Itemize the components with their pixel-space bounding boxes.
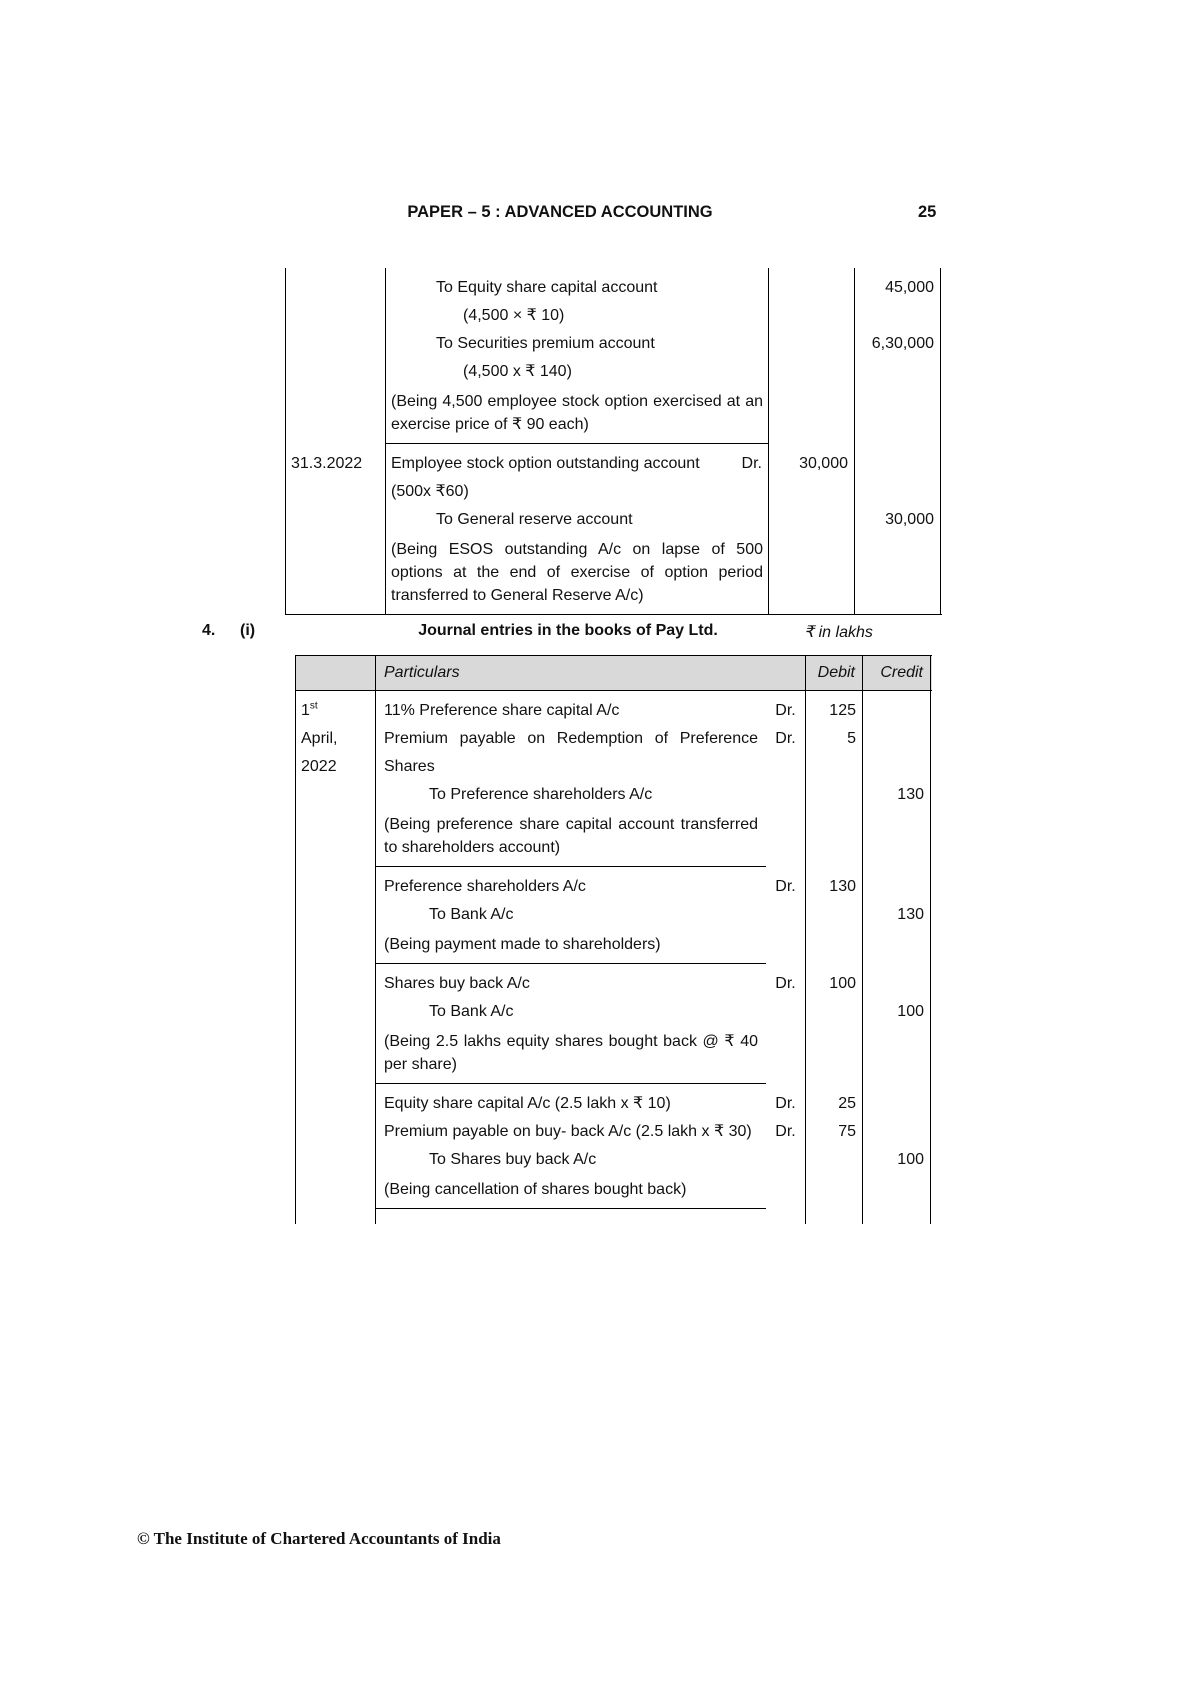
narration-row xyxy=(296,1174,932,1209)
journal-row xyxy=(296,964,932,998)
credit-amount: 100 xyxy=(863,998,931,1026)
debit-cell xyxy=(769,478,855,506)
narration-text: (Being 4,500 employee stock option exercised at an exercise price of ₹ 90 each) xyxy=(386,386,769,444)
credit-amount: 130 xyxy=(863,781,931,809)
credit-amount: 130 xyxy=(863,901,931,929)
debit-cell xyxy=(806,1026,863,1084)
calculation-line: (500x ₹60) xyxy=(391,483,469,500)
particulars-cell xyxy=(376,691,766,725)
dr-cell xyxy=(766,809,806,867)
credit-cell xyxy=(855,386,941,444)
debit-cell xyxy=(806,1174,863,1209)
debit-amount: 25 xyxy=(806,1084,863,1118)
debit-cell xyxy=(806,1209,863,1224)
particulars-cell xyxy=(376,725,766,781)
calculation-line: (4,500 × ₹ 10) xyxy=(463,307,565,324)
narration-row xyxy=(286,386,942,444)
narration-text: (Being cancellation of shares bought back) xyxy=(376,1174,766,1209)
credit-cell xyxy=(863,809,931,867)
debit-cell xyxy=(806,1146,863,1174)
date-cell xyxy=(286,478,386,506)
particulars-cell xyxy=(376,1146,766,1174)
credit-cell xyxy=(863,867,931,901)
account-line: To General reserve account xyxy=(436,511,633,528)
credit-cell xyxy=(863,1118,931,1146)
debit-cell xyxy=(806,809,863,867)
particulars-cell xyxy=(376,781,766,809)
credit-cell xyxy=(863,1026,931,1084)
date-cell xyxy=(296,781,376,809)
account-line: To Bank A/c xyxy=(429,1003,514,1020)
credit-cell xyxy=(863,1084,931,1118)
date-cell xyxy=(286,302,386,330)
journal-row xyxy=(286,506,942,534)
dr-label: Dr. xyxy=(766,1118,806,1146)
date-cell: 31.3.2022 xyxy=(286,444,386,478)
dr-cell xyxy=(766,1026,806,1084)
account-line: Premium payable on Redemption of Preference Shares xyxy=(384,730,758,775)
journal-row xyxy=(286,268,942,302)
date-cell xyxy=(296,691,376,725)
journal-row xyxy=(296,901,932,929)
particulars-cell xyxy=(386,302,769,330)
debit-amount: 100 xyxy=(806,964,863,998)
debit-cell xyxy=(806,901,863,929)
credit-cell xyxy=(863,725,931,781)
journal-row xyxy=(296,1118,932,1146)
narration-row xyxy=(296,929,932,964)
account-line: To Bank A/c xyxy=(429,906,514,923)
journal-row xyxy=(286,444,942,478)
particulars-header: Particulars xyxy=(376,656,806,690)
credit-amount: 45,000 xyxy=(855,268,941,302)
particulars-cell xyxy=(376,998,766,1026)
account-line: To Shares buy back A/c xyxy=(429,1151,597,1168)
debit-cell xyxy=(806,929,863,964)
particulars-cell xyxy=(376,901,766,929)
particulars-cell xyxy=(376,1084,766,1118)
credit-header: Credit xyxy=(863,656,931,690)
credit-cell xyxy=(855,444,941,478)
account-line: Shares buy back A/c xyxy=(384,975,530,992)
dr-label: Dr. xyxy=(741,455,762,472)
journal-row xyxy=(286,302,942,330)
date-cell xyxy=(296,964,376,998)
date-cell xyxy=(286,330,386,358)
question-part-marker: (i) xyxy=(240,622,256,639)
particulars-cell xyxy=(386,330,769,358)
dr-cell xyxy=(766,1209,806,1224)
dr-label: Dr. xyxy=(766,867,806,901)
debit-cell xyxy=(769,386,855,444)
journal-row xyxy=(296,1146,932,1174)
dr-label: Dr. xyxy=(766,964,806,998)
journal-row xyxy=(296,998,932,1026)
page-number: 25 xyxy=(918,203,937,221)
credit-amount: 100 xyxy=(863,1146,931,1174)
narration-text: (Being payment made to shareholders) xyxy=(376,929,766,964)
dr-cell xyxy=(766,901,806,929)
debit-cell xyxy=(769,302,855,330)
credit-cell xyxy=(863,691,931,725)
account-line: Employee stock option outstanding account xyxy=(391,455,700,472)
date-cell xyxy=(296,1026,376,1084)
date-day: 1 xyxy=(301,702,310,719)
section-heading xyxy=(0,622,1191,648)
date-cell xyxy=(286,534,386,614)
particulars-cell xyxy=(376,1209,766,1224)
date-cell xyxy=(296,1174,376,1209)
date-cell xyxy=(296,725,376,781)
debit-cell xyxy=(769,534,855,614)
question-number: 4. xyxy=(202,622,216,639)
date-cell xyxy=(286,268,386,302)
credit-cell xyxy=(855,534,941,614)
narration-row xyxy=(296,1026,932,1084)
narration-row xyxy=(296,809,932,867)
journal-row xyxy=(296,691,932,725)
table-continuation-stub xyxy=(296,1209,932,1224)
account-line: 11% Preference share capital A/c xyxy=(384,702,620,719)
table-title: Journal entries in the books of Pay Ltd. xyxy=(418,622,718,639)
particulars-cell xyxy=(386,268,769,302)
date-cell xyxy=(296,867,376,901)
debit-amount: 30,000 xyxy=(769,444,855,478)
particulars-cell xyxy=(386,444,769,478)
date-cell xyxy=(296,1209,376,1224)
credit-cell xyxy=(863,1174,931,1209)
debit-cell xyxy=(769,330,855,358)
date-cell xyxy=(296,929,376,964)
table-header-row xyxy=(296,655,932,691)
calculation-line: (4,500 x ₹ 140) xyxy=(463,363,572,380)
particulars-cell xyxy=(376,1118,766,1146)
narration-text: (Being 2.5 lakhs equity shares bought back @ ₹ 40 per share) xyxy=(376,1026,766,1084)
account-line: Equity share capital A/c (2.5 lakh x ₹ 10) xyxy=(384,1095,671,1112)
credit-cell xyxy=(863,929,931,964)
dr-label: Dr. xyxy=(766,1084,806,1118)
particulars-cell xyxy=(376,964,766,998)
account-line: To Equity share capital account xyxy=(436,279,658,296)
journal-row xyxy=(296,1084,932,1118)
date-cell xyxy=(286,506,386,534)
credit-cell xyxy=(855,302,941,330)
date-cell xyxy=(286,358,386,386)
debit-cell xyxy=(806,781,863,809)
page-title: PAPER – 5 : ADVANCED ACCOUNTING xyxy=(407,203,713,221)
dr-label: Dr. xyxy=(766,691,806,725)
debit-cell xyxy=(769,506,855,534)
debit-cell xyxy=(769,358,855,386)
account-line: Premium payable on buy- back A/c (2.5 lakh x ₹ 30) xyxy=(384,1123,752,1140)
date-month: April, xyxy=(301,730,338,747)
date-cell xyxy=(296,998,376,1026)
account-line: To Preference shareholders A/c xyxy=(429,786,653,803)
date-cell xyxy=(286,386,386,444)
journal-row xyxy=(296,781,932,809)
dr-cell xyxy=(766,1174,806,1209)
debit-cell xyxy=(769,268,855,302)
dr-cell xyxy=(766,929,806,964)
narration-text: (Being ESOS outstanding A/c on lapse of 500 options at the end of exercise of option period transferred to General Reserve A/c) xyxy=(386,534,769,614)
debit-amount: 125 xyxy=(806,691,863,725)
debit-amount: 130 xyxy=(806,867,863,901)
credit-amount: 6,30,000 xyxy=(855,330,941,358)
journal-row xyxy=(296,867,932,901)
debit-amount: 75 xyxy=(806,1118,863,1146)
credit-amount: 30,000 xyxy=(855,506,941,534)
credit-cell xyxy=(855,478,941,506)
journal-row xyxy=(286,330,942,358)
narration-row xyxy=(286,534,942,614)
journal-row xyxy=(286,358,942,386)
currency-unit-label: ₹ in lakhs xyxy=(804,624,873,641)
debit-amount: 5 xyxy=(806,725,863,781)
particulars-cell xyxy=(386,358,769,386)
date-cell xyxy=(296,809,376,867)
journal-table-pay-ltd xyxy=(295,655,932,1224)
credit-cell xyxy=(863,1209,931,1224)
dr-cell xyxy=(766,998,806,1026)
credit-cell xyxy=(855,358,941,386)
date-cell xyxy=(296,1146,376,1174)
date-year: 2022 xyxy=(301,758,337,775)
account-line: Preference shareholders A/c xyxy=(384,878,586,895)
particulars-cell xyxy=(386,506,769,534)
date-cell xyxy=(296,901,376,929)
date-header-cell xyxy=(296,656,376,690)
narration-text: (Being preference share capital account transferred to shareholders account) xyxy=(376,809,766,867)
date-cell xyxy=(296,1084,376,1118)
date-cell xyxy=(296,1118,376,1146)
journal-row xyxy=(286,478,942,506)
date-ordinal: st xyxy=(309,700,318,712)
dr-cell xyxy=(766,781,806,809)
account-line: To Securities premium account xyxy=(436,335,655,352)
journal-row xyxy=(296,725,932,781)
dr-cell xyxy=(766,1146,806,1174)
journal-table-continuation xyxy=(285,268,942,615)
debit-cell xyxy=(806,998,863,1026)
particulars-cell xyxy=(376,867,766,901)
copyright-footer: © The Institute of Chartered Accountants of India xyxy=(137,1529,501,1548)
dr-label: Dr. xyxy=(766,725,806,781)
particulars-cell xyxy=(386,478,769,506)
credit-cell xyxy=(863,964,931,998)
debit-header: Debit xyxy=(806,656,863,690)
